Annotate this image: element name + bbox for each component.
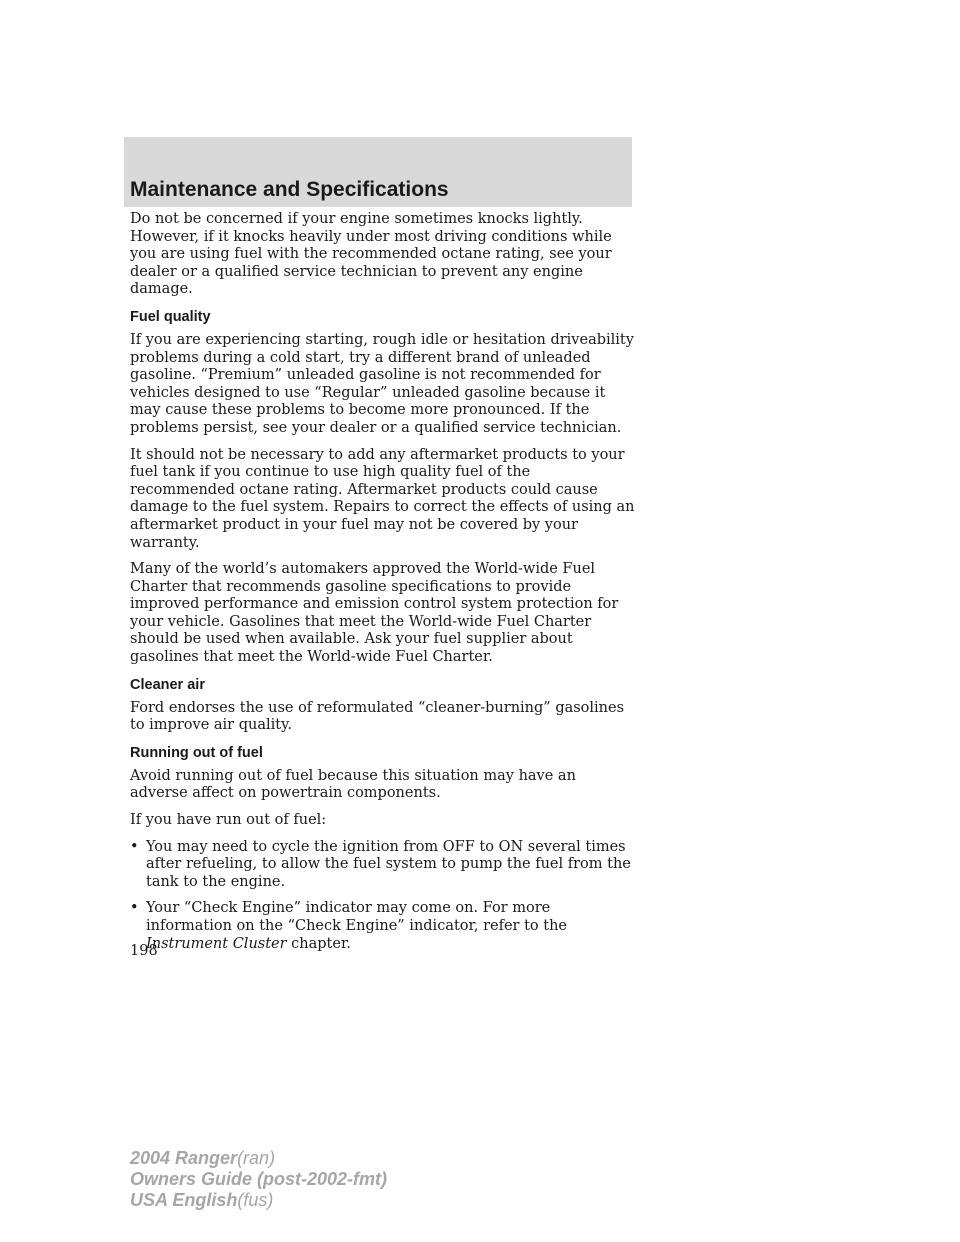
footer-line — [130, 1148, 387, 1169]
fuel-quality-heading: Fuel quality — [130, 308, 211, 325]
footer-guide: Owners Guide (post-2002-fmt) — [130, 1169, 388, 1189]
fuel-quality-paragraph: It should not be necessary to add any aftermarket products to your fuel tank if you continue to use high quality fuel of the recommended octane rating. Aftermarket products could cause damage to the fuel system. Repairs to correct the effects of using an aftermarket product in your fuel may not be covered by your warranty. — [130, 446, 635, 551]
running-out-bullet-list — [130, 839, 635, 954]
footer-line — [130, 1169, 387, 1190]
bullet-item — [130, 839, 635, 892]
instrument-cluster-reference: Instrument Cluster — [146, 935, 287, 952]
bullet-text: chapter. — [291, 935, 351, 952]
bullet-item — [130, 900, 635, 953]
footer-line — [130, 1190, 387, 1211]
section-title: Maintenance and Specifications — [130, 178, 449, 201]
footer-language: USA English — [130, 1190, 238, 1210]
running-out-paragraph: If you have run out of fuel: — [130, 812, 327, 829]
bullet-icon: • — [130, 838, 139, 855]
intro-paragraph: Do not be concerned if your engine sometimes knocks lightly. However, if it knocks heavily under most driving conditions while you are using fuel with the recommended octane rating, see your dealer or a qualified service technician to prevent any engine damage. — [130, 211, 612, 298]
footer-model: 2004 Ranger — [130, 1148, 238, 1168]
footer-model-code: (ran) — [237, 1148, 276, 1168]
cleaner-air-heading: Cleaner air — [130, 676, 205, 693]
bullet-text: You may need to cycle the ignition from OFF to ON several times after refueling, to allow the fuel system to pump the fuel from the tank to the engine. — [146, 838, 631, 890]
page-body — [130, 211, 635, 962]
cleaner-air-paragraph: Ford endorses the use of reformulated “cleaner-burning” gasolines to improve air quality. — [130, 699, 625, 734]
page-number: 198 — [130, 943, 158, 959]
fuel-quality-paragraph: If you are experiencing starting, rough idle or hesitation driveability problems during a cold start, try a different brand of unleaded gasoline. “Premium” unleaded gasoline is not recommended for vehicles designed to use “Regular” unleaded gasoline because it may cause these problems to become more pronounced. If the problems persist, see your dealer or a qualified service technician. — [130, 331, 634, 436]
bullet-text: Your “Check Engine” indicator may come on. For more information on the “Check Engine” indicator, refer to the — [146, 900, 567, 934]
running-out-heading: Running out of fuel — [130, 744, 263, 761]
fuel-quality-paragraph: Many of the world’s automakers approved the World-wide Fuel Charter that recommends gasoline specifications to provide improved performance and emission control system protection for your vehicle. Gasolines that meet the World-wide Fuel Charter should be used when available. Ask your fuel supplier about gasolines that meet the World-wide Fuel Charter. — [130, 561, 619, 666]
bullet-icon: • — [130, 900, 139, 917]
footer-language-code: (fus) — [237, 1190, 274, 1210]
running-out-paragraph: Avoid running out of fuel because this situation may have an adverse affect on powertrain components. — [130, 767, 576, 802]
document-footer — [130, 1148, 387, 1211]
